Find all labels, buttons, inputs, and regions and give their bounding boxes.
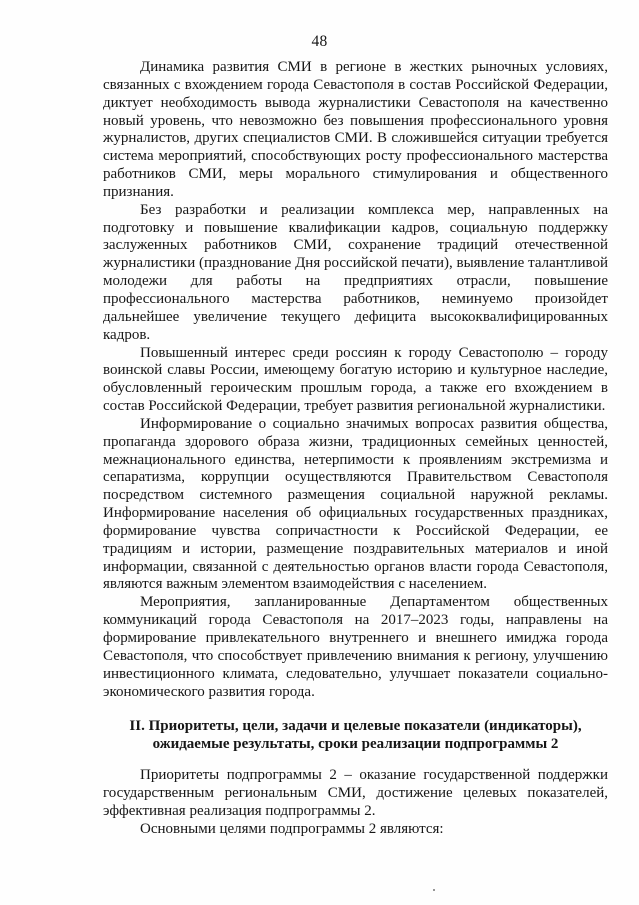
paragraph: Без разработки и реализации комплекса мер, направленных на подготовку и повышение квалификации кадров, социальную поддержку заслуженных работников СМИ, сохранение традиций отечественной журналистики (празднование Дня российской печати), выявление талантливой молодежи для работы на предприятиях отрасли, повышение профессионального мастерства работников, неминуемо произойдет дальнейшее увеличение текущего дефицита высококвалифицированных кадров.	[103, 201, 608, 343]
paragraph: Информирование о социально значимых вопросах развития общества, пропаганда здорового образа жизни, традиционных семейных ценностей, межнационального единства, нетерпимости к проявлениям экстремизма и сепаратизма, коррупции осуществляются Правительством Севастополя посредством системного размещения социальной наружной рекламы. Информирование населения об официальных государственных праздниках, формирование чувства сопричастности к Российской Федерации, ее традициям и истории, размещение поздравительных материалов и иной информации, связанной с деятельностью органов власти города Севастополя, являются важным элементом взаимодействия с населением.	[103, 415, 608, 593]
paragraph: Повышенный интерес среди россиян к городу Севастополю – городу воинской славы России, имеющему богатую историю и культурное наследие, обусловленный героическим прошлым города, а также его вхождением в состав Российской Федерации, требует развития региональной журналистики.	[103, 344, 608, 415]
document-body	[103, 59, 608, 839]
section-heading-line: II. Приоритеты, цели, задачи и целевые показатели (индикаторы),	[129, 718, 582, 735]
paragraph: Основными целями подпрограммы 2 являются:	[140, 820, 444, 837]
section-heading-line: ожидаемые результаты, сроки реализации подпрограммы 2	[152, 736, 559, 753]
paragraph: Мероприятия, запланированные Департаментом общественных коммуникаций города Севастополя на 2017–2023 годы, направлены на формирование привлекательного внутреннего и внешнего имиджа города Севастополя, что способствует привлечению внимания к региону, улучшению инвестиционного климата, следовательно, улучшает показатели социально-экономического развития города.	[103, 594, 608, 700]
section-heading	[103, 717, 608, 753]
paragraph: Динамика развития СМИ в регионе в жестких рыночных условиях, связанных с вхождением города Севастополя в состав Российской Федерации, диктует необходимость вывода журналистики Севастополя на качественно новый уровень, что невозможно без повышения профессионального уровня журналистов, других специалистов СМИ. В сложившейся ситуации требуется система мероприятий, способствующих росту профессионального мастерства работников СМИ, меры морального стимулирования и общественного признания.	[103, 59, 608, 200]
paragraph: Приоритеты подпрограммы 2 – оказание государственной поддержки государственным региональным СМИ, достижение целевых показателей, эффективная реализация подпрограммы 2.	[103, 767, 608, 820]
scan-speck	[433, 889, 435, 891]
page-number: 48	[311, 33, 328, 50]
